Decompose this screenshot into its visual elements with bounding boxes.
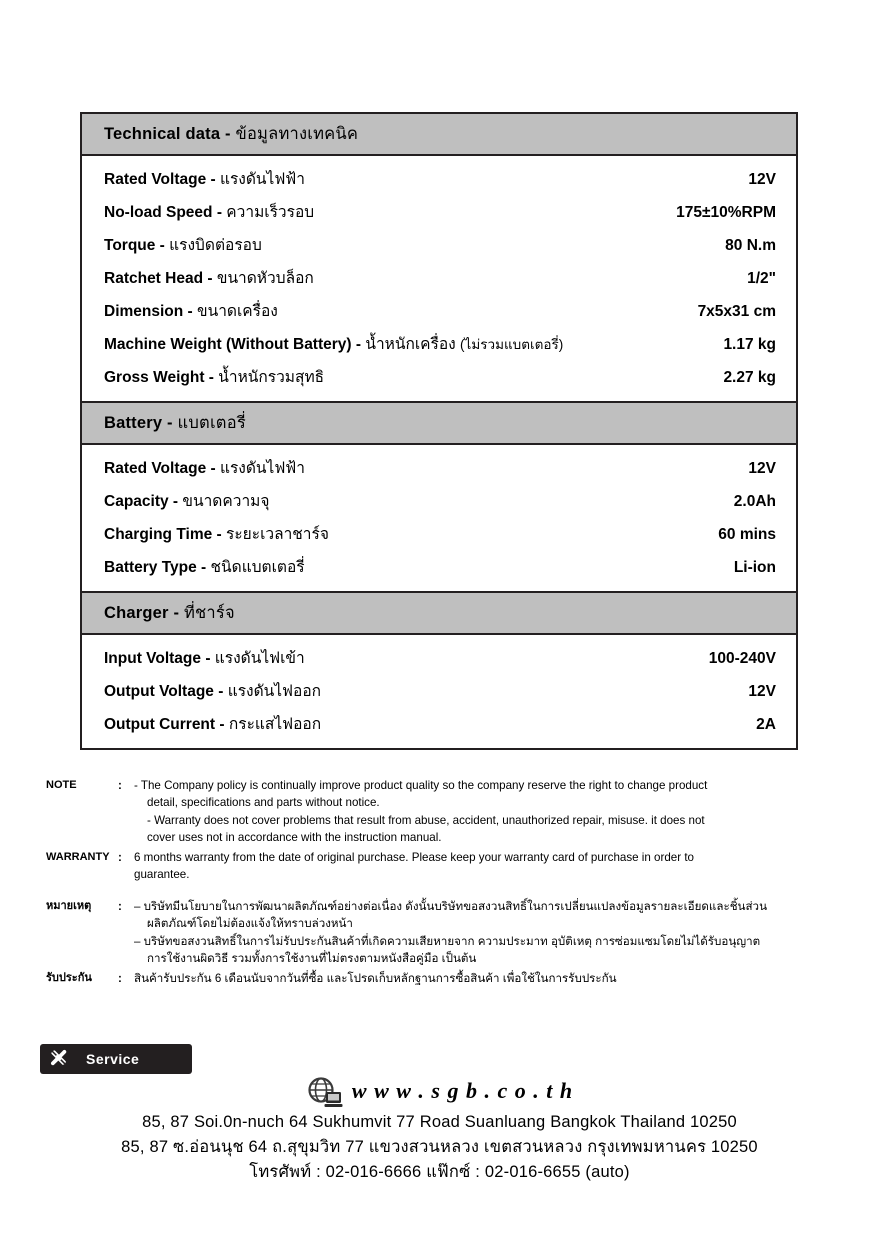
note-colon: : (118, 779, 122, 792)
row-label-sep: - (213, 683, 228, 700)
note-label-warranty: WARRANTY (46, 850, 110, 863)
address-th: 85, 87 ซ.อ่อนนุช 64 ถ.สุขุมวิท 77 แขวงสวนหลวง เขตสวนหลวง กรุงเทพมหานคร 10250 (121, 1137, 758, 1156)
section-header-technical-data (82, 114, 796, 156)
section-header-battery (82, 401, 796, 445)
table-row (82, 195, 796, 228)
section-rows-battery (82, 445, 796, 591)
note-text-thai-warranty (134, 971, 836, 988)
note-text-note (134, 778, 836, 848)
row-label (104, 488, 720, 513)
row-value: Li-ion (733, 559, 776, 576)
note-line: - The Company policy is continually improve product quality so the company reserve the right to change product (134, 779, 708, 792)
table-row (82, 674, 796, 707)
row-label-en: Torque (104, 237, 156, 254)
note-label-thai-note: หมายเหตุ (46, 899, 92, 912)
section-title-th: แบตเตอรี่ (177, 414, 246, 432)
phone-line: โทรศัพท์ : 02-016-6666 แฟ๊กซ์ : 02-016-6655 (auto) (249, 1162, 630, 1181)
table-row (82, 360, 796, 393)
row-label (104, 645, 695, 670)
row-label-en: Machine Weight (Without Battery) (104, 336, 352, 353)
row-label-en: Gross Weight (104, 369, 205, 386)
note-text-warranty (134, 850, 836, 885)
row-label-sep: - (203, 270, 217, 287)
section-title-sep: - (168, 604, 184, 622)
section-title-sep: - (162, 414, 178, 432)
row-label (104, 265, 733, 290)
row-label (104, 455, 734, 480)
note-row-warranty (46, 850, 836, 885)
section-title-en: Charger (104, 604, 169, 622)
note-line: การใช้งานผิดวิธี รวมทั้งการใช้งานที่ไม่ตรงตามหนังสือคู่มือ เป็นต้น (147, 952, 477, 966)
row-label-sep: - (215, 716, 229, 733)
table-row (82, 162, 796, 195)
table-row (82, 641, 796, 674)
website-line (0, 1076, 879, 1106)
footer (0, 1076, 879, 1184)
row-label-th: แรงดันไฟเข้า (214, 650, 305, 667)
table-row (82, 327, 796, 360)
table-row (82, 550, 796, 583)
row-label (104, 199, 662, 224)
row-label-th: น้ำหนักรวมสุทธิ (218, 369, 325, 386)
note-row-note (46, 778, 836, 848)
note-line: – บริษัทมีนโยบายในการพัฒนาผลิตภัณฑ์อย่างต่อเนื่อง ดังนั้นบริษัทขอสงวนสิทธิ์ในการเปลี่ยนแปลงข้อมูลรายละเอียดและชิ้นส่วน (134, 899, 767, 913)
row-value: 2.0Ah (733, 493, 776, 510)
row-label-th: ขนาดเครื่อง (197, 303, 278, 320)
website-url[interactable]: w w w . s g b . c o . t h (351, 1078, 574, 1103)
section-rows-charger (82, 635, 796, 748)
row-label-th: ความเร็วรอบ (226, 204, 315, 221)
row-label-th: ขนาดความจุ (182, 493, 270, 510)
note-colon: : (118, 971, 122, 985)
note-label-note: NOTE (46, 779, 77, 791)
section-title-th: ที่ชาร์จ (183, 604, 235, 622)
row-label-th: ระยะเวลาชาร์จ (226, 526, 329, 543)
service-banner (40, 1044, 192, 1074)
row-label (104, 298, 684, 323)
globe-icon (306, 1076, 340, 1106)
section-header-charger (82, 591, 796, 635)
note-line: - Warranty does not cover problems that result from abuse, accident, unauthorized repair, misuse. it does not (147, 813, 705, 827)
wrench-icon (50, 1049, 70, 1069)
table-row (82, 261, 796, 294)
note-line: สินค้ารับประกัน 6 เดือนนับจากวันที่ซื้อ และโปรดเก็บหลักฐานการซื้อสินค้า เพื่อใช้ในการรับประกัน (134, 971, 617, 985)
row-value: 2A (756, 716, 776, 733)
row-value: 2.27 kg (723, 369, 776, 386)
row-label-th: แรงดันไฟฟ้า (219, 171, 305, 188)
table-row (82, 517, 796, 550)
row-label-en: Ratchet Head (104, 270, 204, 287)
row-label-th: น้ำหนักเครื่อง (365, 336, 456, 353)
row-label (104, 166, 734, 191)
row-value: 7x5x31 cm (697, 303, 776, 320)
row-value: 60 mins (718, 526, 776, 543)
row-label-th: แรงบิดต่อรอบ (169, 237, 262, 254)
row-label-sep: - (212, 526, 227, 543)
note-row-thai-note (46, 899, 836, 969)
note-line: guarantee. (134, 868, 190, 882)
notes-block (46, 778, 836, 990)
row-label-en: Output Current (104, 716, 216, 733)
row-label (104, 232, 711, 257)
row-label-th: กระแสไฟออก (228, 716, 322, 733)
section-title-en: Battery (104, 414, 163, 432)
note-line: 6 months warranty from the date of original purchase. Please keep your warranty card of purchase in order to (134, 850, 695, 864)
row-label-en: Rated Voltage (104, 460, 207, 477)
row-label-th: แรงดันไฟออก (227, 683, 322, 700)
row-label-en: Output Voltage (104, 683, 214, 700)
row-label-sep: - (196, 559, 211, 576)
row-value: 12V (748, 460, 776, 477)
row-label (104, 554, 720, 579)
section-title-en: Technical data (104, 125, 221, 143)
row-label-sep: - (351, 336, 366, 353)
note-label-thai-warranty: รับประกัน (46, 971, 92, 984)
note-colon: : (118, 899, 122, 913)
row-label-en: Rated Voltage (104, 171, 207, 188)
row-label-en: No-load Speed (104, 204, 213, 221)
row-value: 12V (748, 171, 776, 188)
row-label-th: ขนาดหัวบล็อก (216, 270, 314, 287)
table-row (82, 451, 796, 484)
row-label-en: Dimension (104, 303, 184, 320)
table-row (82, 228, 796, 261)
row-value: 12V (748, 683, 776, 700)
row-label (104, 711, 742, 736)
service-label: Service (86, 1051, 140, 1067)
row-label-sep: - (206, 460, 220, 477)
row-label-sep: - (183, 303, 198, 320)
row-label-en: Capacity (104, 493, 169, 510)
row-value: 1.17 kg (723, 336, 776, 353)
row-label-en: Battery Type (104, 559, 197, 576)
row-label (104, 678, 734, 703)
note-colon: : (118, 850, 122, 864)
row-value: 100-240V (708, 650, 776, 667)
row-label-sep: - (168, 493, 183, 510)
row-label-sep: - (206, 171, 220, 188)
row-label-en: Charging Time (104, 526, 213, 543)
row-label-th: ชนิดแบตเตอรี่ (210, 559, 305, 576)
row-value: 175±10%RPM (676, 204, 776, 221)
address-en: 85, 87 Soi.0n-nuch 64 Sukhumvit 77 Road Suanluang Bangkok Thailand 10250 (142, 1113, 737, 1131)
row-label-note: (ไม่รวมแบตเตอรี่) (460, 337, 564, 352)
note-line: ผลิตภัณฑ์โดยไม่ต้องแจ้งให้ทราบล่วงหน้า (147, 917, 353, 931)
note-text-thai-note (134, 899, 836, 969)
table-row (82, 484, 796, 517)
row-label-en: Input Voltage (104, 650, 202, 667)
row-label-th: แรงดันไฟฟ้า (219, 460, 305, 477)
row-value: 1/2" (747, 270, 776, 287)
row-label (104, 364, 709, 389)
table-row (82, 707, 796, 740)
row-label-sep: - (201, 650, 215, 667)
row-value: 80 N.m (725, 237, 776, 254)
note-line: – บริษัทขอสงวนสิทธิ์ในการไม่รับประกันสินค้าที่เกิดความเสียหายจาก ความประมาท อุบัติเหตุ การซ่อมแซมโดยไม่ได้รับอนุญาต (134, 934, 761, 948)
section-rows-technical-data (82, 156, 796, 401)
specifications-table (80, 112, 798, 750)
row-label (104, 331, 709, 356)
note-row-thai-warranty (46, 971, 836, 988)
row-label-sep: - (204, 369, 219, 386)
row-label (104, 521, 704, 546)
row-label-sep: - (212, 204, 227, 221)
section-title-th: ข้อมูลทางเทคนิค (235, 125, 359, 143)
note-line: cover uses not in accordance with the instruction manual. (147, 831, 442, 845)
row-label-sep: - (155, 237, 170, 254)
note-line: detail, specifications and parts without notice. (147, 796, 380, 810)
section-title-sep: - (220, 125, 236, 143)
table-row (82, 294, 796, 327)
